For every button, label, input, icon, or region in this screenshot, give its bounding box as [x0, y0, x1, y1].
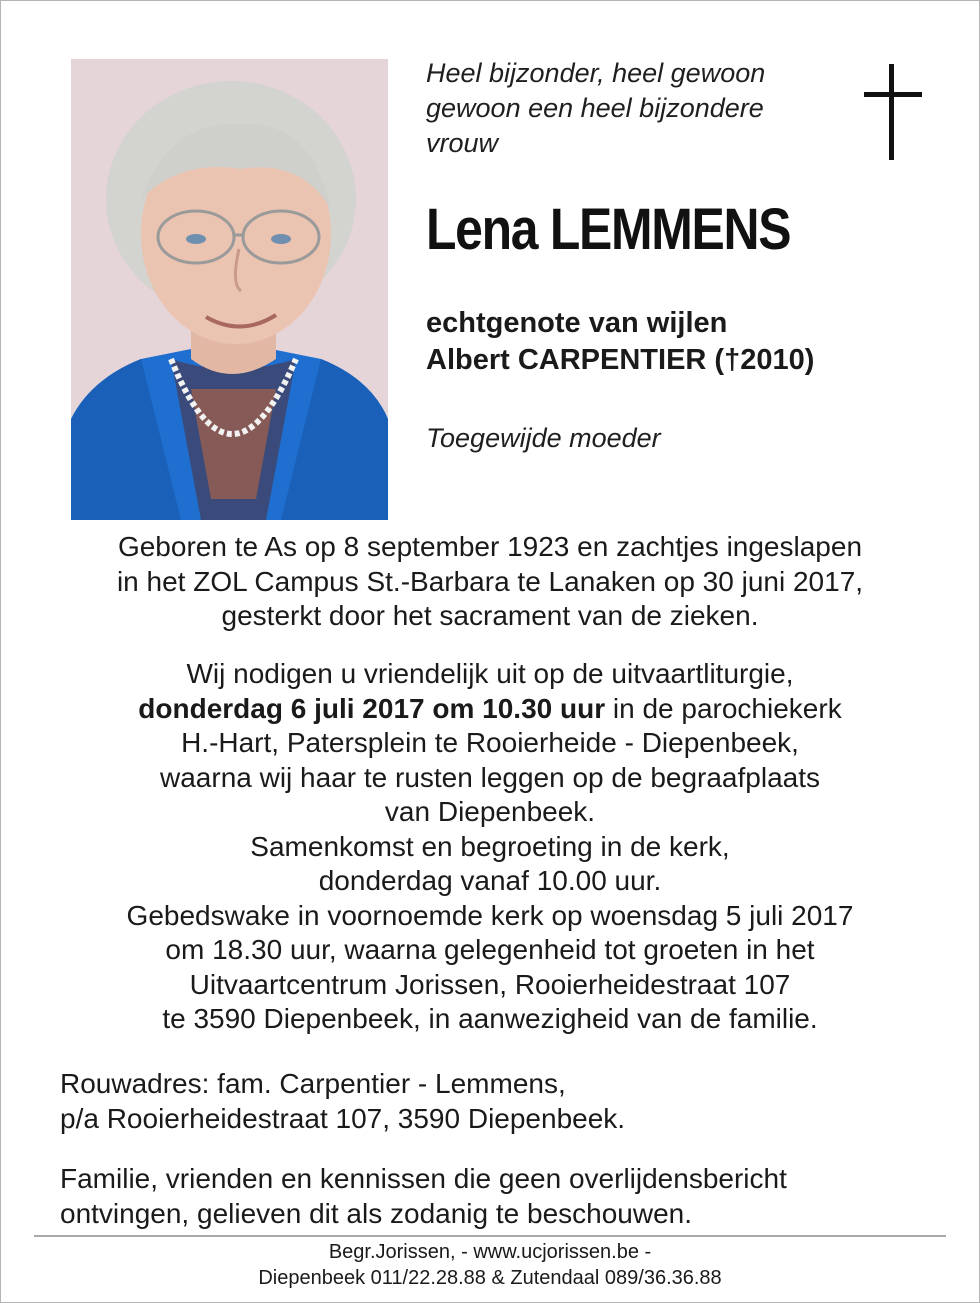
text-line: Gebedswake in voornoemde kerk op woensdag 5 juli 2017: [126, 899, 854, 931]
spouse-info: [426, 305, 814, 379]
funeral-home-footer: [30, 1239, 950, 1291]
divider: [34, 1235, 946, 1237]
text-fragment: in de parochiekerk: [605, 692, 842, 724]
text-line: Wij nodigen u vriendelijk uit op de uitvaartliturgie,: [186, 658, 794, 689]
spouse-line: echtgenote van wijlen: [426, 307, 728, 339]
cross-icon: [864, 64, 922, 160]
spouse-line: Albert CARPENTIER (†2010): [426, 344, 815, 376]
funeral-invitation: [30, 657, 950, 1037]
text-line: p/a Rooierheidestraat 107, 3590 Diepenbeek.: [60, 1102, 626, 1134]
text-line: gesterkt door het sacrament van de zieken.: [221, 600, 759, 631]
quote-line: Heel bijzonder, heel gewoon: [426, 58, 766, 88]
deceased-name: Lena LEMMENS: [426, 197, 791, 262]
birth-death-info: [30, 530, 950, 634]
footer-line: Diepenbeek 011/22.28.88 & Zutendaal 089/36.36.88: [258, 1267, 722, 1289]
text-line: waarna wij haar te rusten leggen op de begraafplaats: [160, 761, 820, 793]
family-notice: [60, 1162, 787, 1231]
text-line: in het ZOL Campus St.-Barbara te Lanaken op 30 juni 2017,: [116, 565, 864, 597]
role-text: Toegewijde moeder: [426, 423, 661, 453]
memorial-quote: [426, 56, 846, 161]
text-line: Geboren te As op 8 september 1923 en zachtjes ingeslapen: [117, 531, 863, 562]
text-line: [30, 692, 950, 727]
text-line: Familie, vrienden en kennissen die geen overlijdensbericht: [60, 1163, 787, 1194]
quote-line: vrouw: [426, 128, 499, 158]
quote-line: gewoon een heel bijzondere: [426, 93, 764, 123]
text-line: ontvingen, gelieven dit als zodanig te beschouwen.: [60, 1197, 692, 1229]
text-line: om 18.30 uur, waarna gelegenheid tot groeten in het: [165, 934, 815, 965]
mourning-address: [60, 1067, 625, 1136]
text-line: Samenkomst en begroeting in de kerk,: [250, 830, 730, 862]
text-line: Rouwadres: fam. Carpentier - Lemmens,: [60, 1068, 566, 1099]
text-line: te 3590 Diepenbeek, in aanwezigheid van de familie.: [162, 1003, 818, 1034]
portrait-photo: [71, 59, 388, 520]
footer-line: Begr.Jorissen, - www.ucjorissen.be -: [328, 1241, 652, 1263]
text-line: H.-Hart, Patersplein te Rooierheide - Diepenbeek,: [181, 727, 799, 758]
funeral-datetime: donderdag 6 juli 2017 om 10.30 uur: [138, 692, 606, 724]
text-line: van Diepenbeek.: [384, 796, 596, 827]
text-line: donderdag vanaf 10.00 uur.: [318, 865, 662, 896]
text-line: Uitvaartcentrum Jorissen, Rooierheidestraat 107: [189, 968, 791, 1000]
